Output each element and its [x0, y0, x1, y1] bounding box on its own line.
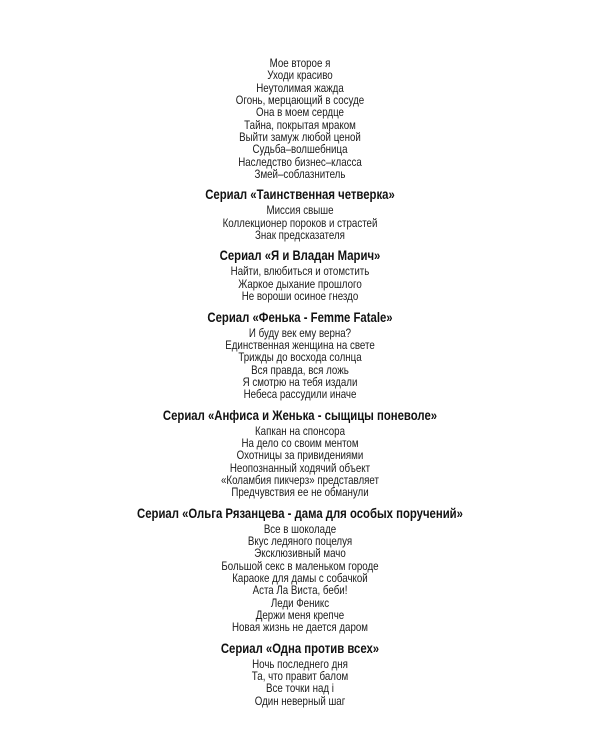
book-title: Коллекционер пороков и страстей — [222, 216, 378, 230]
book-title: Караоке для дамы с собачкой — [232, 572, 368, 585]
series-heading: Сериал «Таинственная четверка» — [205, 187, 395, 203]
book-title: Леди Феникс — [270, 596, 330, 610]
book-title: Все в шоколаде — [263, 522, 337, 536]
book-title: Огонь, мерцающий в сосуде — [235, 94, 365, 108]
book-title: Большой секс в маленьком городе — [221, 559, 379, 573]
book-title: Уходи красиво — [267, 69, 333, 83]
book-title: Охотницы за привидениями — [236, 449, 364, 463]
series-heading: Сериал «Я и Владан Марич» — [219, 248, 381, 264]
book-title: Знак предсказателя — [255, 229, 345, 243]
book-title: Капкан на спонсора — [254, 424, 346, 438]
book-title: Выйти замуж любой ценой — [239, 131, 361, 145]
series-section — [48, 506, 552, 635]
book-title: Неутолимая жажда — [256, 81, 344, 95]
book-title: И буду век ему верна? — [248, 326, 352, 340]
book-title: Змей–соблазнитель — [254, 168, 346, 182]
book-title: Не вороши осиное гнездо — [241, 290, 359, 304]
book-title: Жаркое дыхание прошлого — [238, 277, 362, 291]
book-title: Держи меня крепче — [255, 609, 345, 623]
series-section — [48, 641, 552, 708]
book-title: Найти, влюбиться и отомстить — [230, 265, 370, 279]
lead-titles — [48, 58, 552, 181]
book-title: Единственная женщина на свете — [225, 338, 375, 352]
book-title: Аста Ла Виста, беби! — [252, 584, 348, 598]
series-heading: Сериал «Анфиса и Женька - сыщицы поневоле» — [162, 407, 438, 423]
book-title: Тайна, покрытая мраком — [244, 118, 356, 132]
series-section — [48, 408, 552, 500]
book-title: Наследство бизнес–класса — [238, 155, 362, 169]
book-title: «Коламбия пикчерз» представляет — [220, 473, 379, 487]
series-heading: Сериал «Ольга Рязанцева - дама для особых поручений» — [137, 505, 463, 521]
book-title: Миссия свыше — [266, 204, 334, 218]
series-heading: Сериал «Одна против всех» — [220, 640, 380, 656]
book-title: Мое второе я — [269, 57, 331, 70]
book-title: Ночь последнего дня — [252, 657, 348, 671]
book-title: Небеса рассудили иначе — [243, 388, 357, 402]
series-section — [48, 187, 552, 242]
book-title: Судьба–волшебница — [252, 143, 348, 157]
series-section — [48, 248, 552, 303]
series-section — [48, 310, 552, 402]
book-title: Она в моем сердце — [256, 106, 344, 120]
book-title: Новая жизнь не дается даром — [231, 621, 369, 635]
book-title: Та, что правит балом — [251, 670, 349, 684]
book-title: Неопознанный ходячий объект — [229, 461, 371, 475]
book-title: Предчувствия ее не обманули — [231, 486, 369, 500]
book-title: Вкус ледяного поцелуя — [247, 534, 353, 548]
book-list — [48, 58, 552, 708]
book-title: Эксклюзивный мачо — [254, 547, 346, 561]
book-title: Вся правда, вся ложь — [251, 363, 349, 377]
series-heading: Сериал «Фенька - Femme Fatale» — [207, 309, 393, 325]
book-title: Один неверный шаг — [254, 694, 346, 708]
book-title: Все точки над i — [266, 682, 334, 696]
book-title: На дело со своим ментом — [241, 436, 359, 450]
book-title: Я смотрю на тебя издали — [242, 375, 358, 389]
book-title: Трижды до восхода солнца — [238, 351, 362, 365]
